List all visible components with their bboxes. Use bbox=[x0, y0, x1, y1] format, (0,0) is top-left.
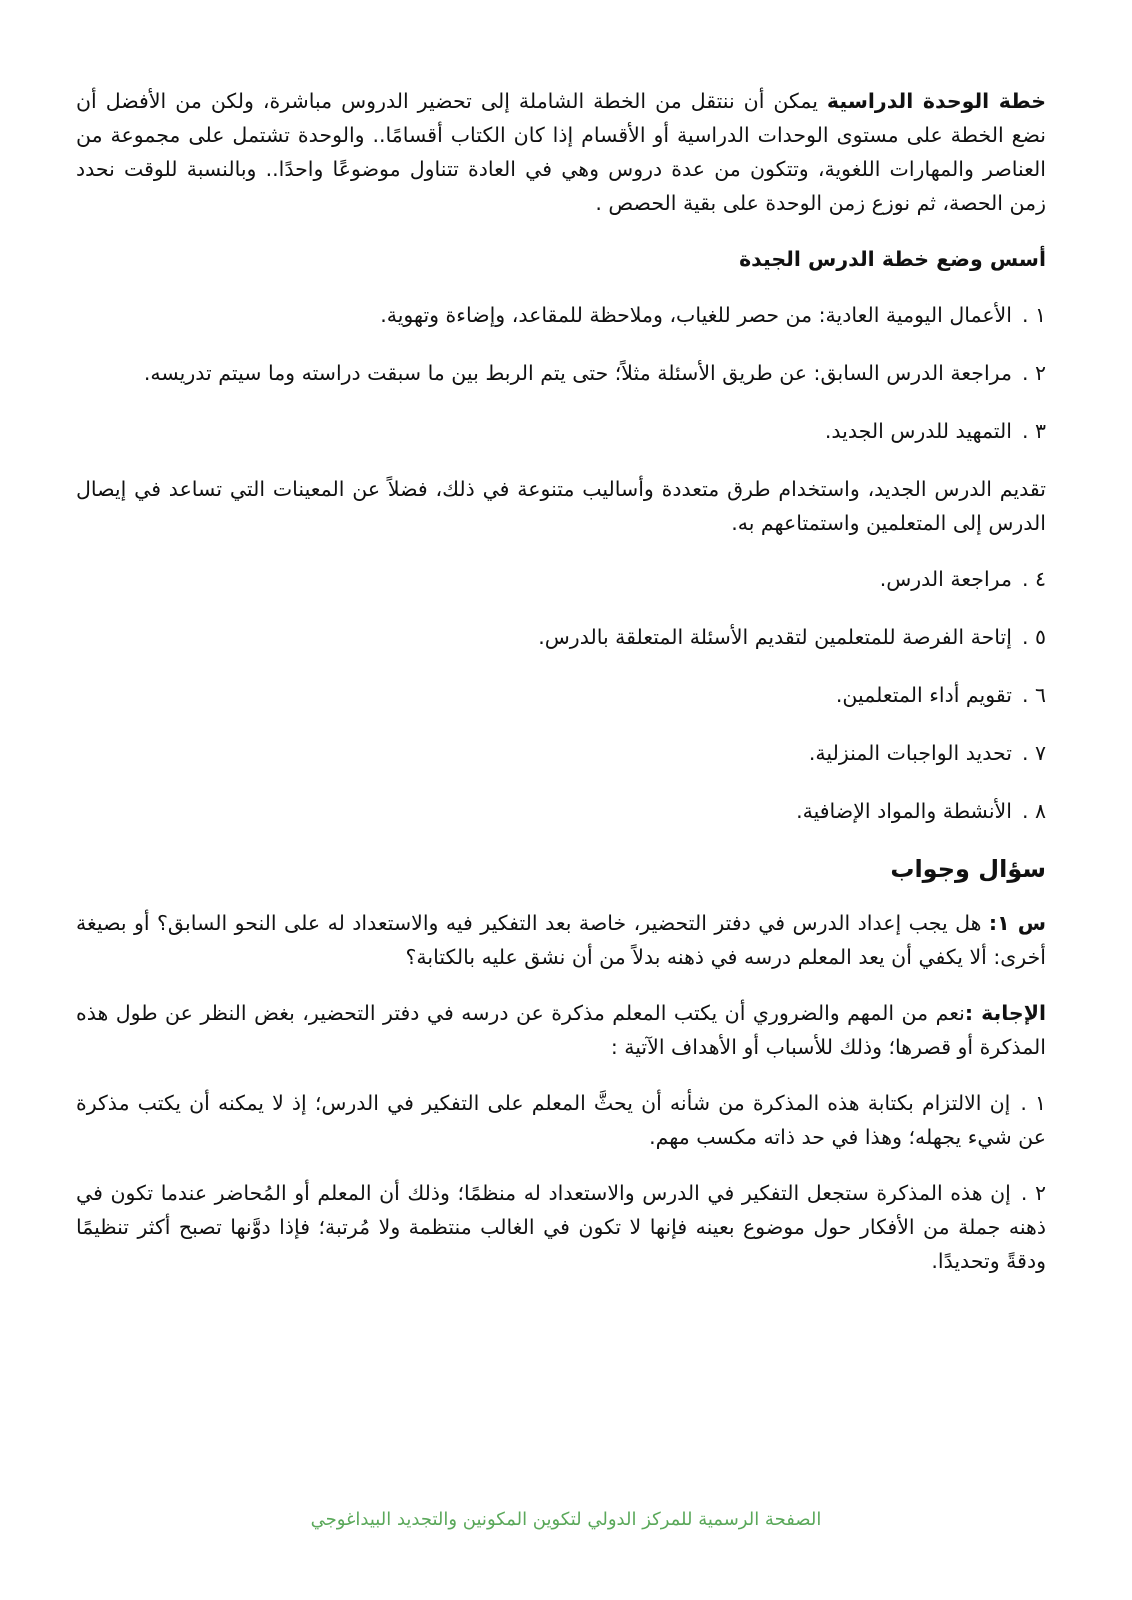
list-item bbox=[76, 736, 1046, 770]
page-footer: الصفحة الرسمية للمركز الدولي لتكوين المكونين والتجديد البيداغوجي bbox=[310, 1509, 822, 1530]
answer-point-number: ١ . bbox=[1020, 1091, 1046, 1115]
list-item-number: ٨ . bbox=[1021, 799, 1046, 823]
list-item-text: إتاحة الفرصة للمتعلمين لتقديم الأسئلة المتعلقة بالدرس. bbox=[538, 625, 1012, 649]
new-lesson-paragraph: تقديم الدرس الجديد، واستخدام طرق متعددة وأساليب متنوعة في ذلك، فضلاً عن المعينات التي تساعد في إيصال الدرس إلى المتعلمين واستمتاعهم به. bbox=[76, 477, 1046, 535]
intro-paragraph bbox=[76, 84, 1046, 220]
list-item-text: تحديد الواجبات المنزلية. bbox=[808, 741, 1012, 765]
list-item-number: ٦ . bbox=[1021, 683, 1046, 707]
list-item bbox=[76, 414, 1046, 448]
list-item bbox=[76, 298, 1046, 332]
list-item-text: مراجعة الدرس السابق: عن طريق الأسئلة مثلاً؛ حتى يتم الربط بين ما سبقت دراسته وما سيتم تدريسه. bbox=[143, 361, 1012, 385]
section-heading-qa: سؤال وجواب bbox=[890, 855, 1046, 883]
list-item-number: ٣ . bbox=[1021, 419, 1046, 443]
answer-paragraph bbox=[76, 996, 1046, 1064]
list-item bbox=[76, 794, 1046, 828]
answer-point bbox=[76, 1176, 1046, 1278]
answer-point bbox=[76, 1086, 1046, 1154]
list-item-number: ٥ . bbox=[1021, 625, 1046, 649]
list-item-number: ٤ . bbox=[1021, 567, 1046, 591]
answer-label: الإجابة : bbox=[964, 1001, 1046, 1025]
list-item-number: ٢ . bbox=[1021, 361, 1046, 385]
list-item-text: الأعمال اليومية العادية: من حصر للغياب، وملاحظة للمقاعد، وإضاءة وتهوية. bbox=[380, 303, 1012, 327]
list-item-text: التمهيد للدرس الجديد. bbox=[824, 419, 1012, 443]
intro-term: خطة الوحدة الدراسية bbox=[826, 89, 1046, 113]
answer-text: نعم من المهم والضروري أن يكتب المعلم مذكرة عن درسه في دفتر التحضير، بغض النظر عن طول هذه المذكرة أو قصرها؛ وذلك للأسباب أو الأهداف الآتية : bbox=[76, 1001, 1046, 1059]
list-item bbox=[76, 356, 1046, 390]
list-item-number: ١ . bbox=[1021, 303, 1046, 327]
answer-point-text: إن هذه المذكرة ستجعل التفكير في الدرس والاستعداد له منظمًا؛ وذلك أن المعلم أو المُحاضر عندما تكون في ذهنه جملة من الأفكار حول موضوع بعينه فإنها لا تكون في الغالب منتظمة ولا مُرتبة؛ فإذا دوَّنها تصبح أكثر تنظيمًا ودقةً وتحديدًا. bbox=[76, 1181, 1046, 1273]
list-item-text: الأنشطة والمواد الإضافية. bbox=[796, 799, 1012, 823]
list-item-number: ٧ . bbox=[1021, 741, 1046, 765]
question-text: هل يجب إعداد الدرس في دفتر التحضير، خاصة بعد التفكير فيه والاستعداد له على النحو السابق؟ أو بصيغة أخرى: ألا يكفي أن يعد المعلم درسه في ذهنه بدلاً من أن نشق عليه بالكتابة؟ bbox=[76, 911, 1046, 969]
answer-point-text: إن الالتزام بكتابة هذه المذكرة من شأنه أن يحثَّ المعلم على التفكير في الدرس؛ إذ لا يمكنه أن يكتب مذكرة عن شيء يجهله؛ وهذا في حد ذاته مكسب مهم. bbox=[76, 1091, 1046, 1149]
list-item bbox=[76, 562, 1046, 596]
document-page bbox=[76, 84, 1046, 1300]
question-label: س ١: bbox=[988, 911, 1046, 935]
section-heading-lesson-plan: أسس وضع خطة الدرس الجيدة bbox=[739, 247, 1046, 271]
answer-point-number: ٢ . bbox=[1020, 1181, 1046, 1205]
list-item-text: مراجعة الدرس. bbox=[879, 567, 1012, 591]
question-paragraph bbox=[76, 906, 1046, 974]
intro-text: يمكن أن ننتقل من الخطة الشاملة إلى تحضير الدروس مباشرة، ولكن من الأفضل أن نضع الخطة على مستوى الوحدات الدراسية أو الأقسام إذا كان الكتاب أقسامًا.. والوحدة تشتمل على مجموعة من العناصر والمهارات اللغوية، وتتكون من عدة دروس وهي في العادة تتناول موضوعًا واحدًا.. وبالنسبة للوقت نحدد زمن الحصة، ثم نوزع زمن الوحدة على بقية الحصص . bbox=[76, 89, 1046, 215]
list-item bbox=[76, 678, 1046, 712]
list-item-text: تقويم أداء المتعلمين. bbox=[835, 683, 1012, 707]
list-item bbox=[76, 620, 1046, 654]
